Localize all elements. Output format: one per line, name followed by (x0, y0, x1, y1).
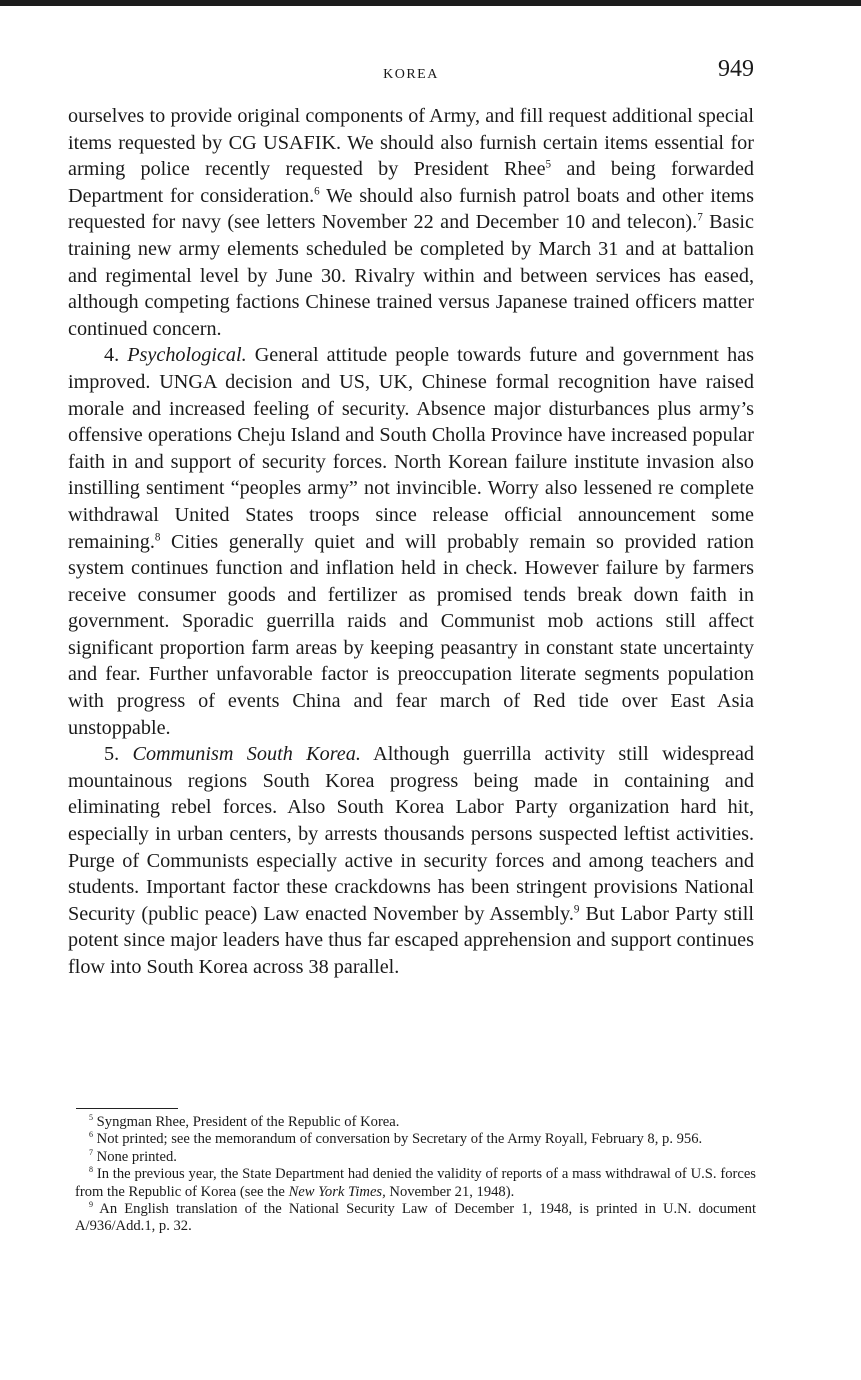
footnote-text: Not printed; see the memorandum of conversation by Secretary of the Army Royall, February 8, p. 956. (93, 1131, 703, 1148)
footnote-divider (76, 1108, 178, 1109)
footnote-text: Syngman Rhee, President of the Republic of Korea. (93, 1114, 400, 1130)
footnote-text: None printed. (93, 1148, 177, 1165)
paragraph-continued (68, 103, 754, 342)
footnote-ref-5[interactable]: 5 (545, 158, 552, 171)
running-head: KOREA (383, 67, 439, 82)
footnote-mark: 6 (89, 1130, 94, 1140)
paragraph-communism (68, 741, 754, 980)
footnote-8 (75, 1166, 756, 1201)
footnote-text: November 21, 1948). (385, 1183, 515, 1200)
footnotes (75, 1114, 756, 1236)
footnote-mark: 5 (89, 1113, 94, 1123)
text-run: Cities generally quiet and will probably remain so provided ration system continues function and inflation held in check. However failure by farmers receive consumer goods and fertilizer as promised tends break down faith in government. Sporadic guerrilla raids and Communist mob actions still affect significant proportion farm areas by keeping peasantry in constant state uncertainty and fear. Further unfavorable factor is preoccupation literate segments population with progress of events China and fear march of Red tide over East Asia unstoppable. (68, 530, 754, 739)
section-heading: Communism South Korea. (132, 743, 361, 766)
footnote-mark: 8 (89, 1165, 94, 1175)
text-run: But Labor Party still potent since major leaders have thus far escaped apprehension and support continues flow into South Korea across 38 parallel. (68, 902, 754, 978)
section-number: 5. (104, 743, 120, 766)
text-run: General attitude people towards future and government has improved. UNGA decision and US, UK, Chinese formal recognition have raised morale and increased feeling of security. Absence major disturbances plus army’s offensive operations Cheju Island and South Cholla Province have increased popular faith in and support of security forces. North Korean failure institute invasion also instilling sentiment “peoples army” not invincible. Worry also lessened re complete withdrawal United States troops since release official announcement some remaining. (68, 344, 755, 553)
text-run: Basic training new army elements scheduled be completed by March 31 and at battalion and regimental level by June 30. Rivalry within and between services has eased, although competing factions Chinese trained versus Japanese trained officers matter continued concern. (68, 211, 754, 340)
text-run: We should also furnish patrol boats and other items requested for navy (see letters November 22 and December 10 and telecon). (68, 184, 754, 234)
footnote-7 (75, 1149, 756, 1166)
page-number: 949 (718, 56, 754, 82)
body-text (68, 103, 754, 981)
footnote-text: An English translation of the National Security Law of December 1, 1948, is printed in U.N. document A/936/Add.1, p. 32. (75, 1201, 756, 1235)
footnote-5 (75, 1114, 756, 1131)
footnote-ref-7[interactable]: 7 (697, 211, 703, 224)
text-run: and being forwarded Department for consideration. (68, 158, 754, 207)
footnote-mark: 7 (89, 1147, 94, 1157)
footnote-ref-9[interactable]: 9 (573, 903, 580, 916)
footnote-6 (75, 1131, 756, 1148)
text-run: ourselves to provide original components of Army, and fill request additional special items requested by CG USAFIK. We should also furnish certain items essential for arming police recently requested by President Rhee (68, 105, 754, 181)
section-number: 4. (104, 344, 120, 367)
page-header (68, 52, 754, 92)
footnote-mark: 9 (89, 1200, 94, 1210)
footnote-ref-6[interactable]: 6 (314, 185, 320, 198)
page-top-edge (0, 0, 861, 6)
footnote-ref-8[interactable]: 8 (154, 530, 161, 543)
footnote-publication-title: New York Times, (288, 1183, 386, 1200)
footnote-text: In the previous year, the State Department had denied the validity of reports of a mass withdrawal of U.S. forces from the Republic of Korea (see the (75, 1166, 756, 1200)
text-run: Although guerrilla activity still widespread mountainous regions South Korea progress being made in containing and eliminating rebel forces. Also South Korea Labor Party organization hard hit, especially in urban centers, by arrests thousands persons suspected leftist activities. Purge of Communists especially active in security forces and among teachers and students. Important factor these crackdowns has been stringent provisions National Security (public peace) Law enacted November by Assembly. (68, 743, 755, 925)
paragraph-psychological (68, 342, 754, 741)
footnote-9 (75, 1201, 756, 1236)
section-heading: Psychological. (127, 344, 247, 367)
